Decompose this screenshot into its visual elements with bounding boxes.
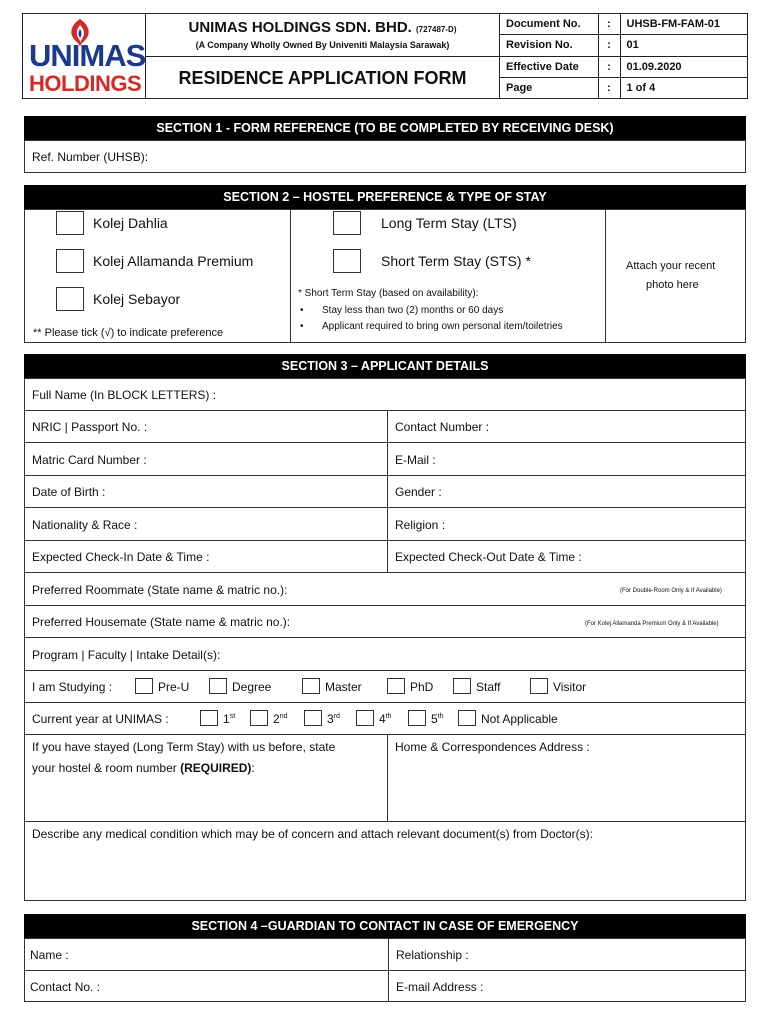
housemate-note: (For Kolej Allamanda Premium Only & If Available) (585, 621, 719, 627)
meta-label: Revision No. (500, 35, 598, 56)
label-staff: Staff (476, 680, 501, 694)
bullet-dot-icon: • (300, 305, 304, 316)
label-year-1: 1st (223, 712, 236, 726)
sts-bullet: Stay less than two (2) months or 60 days (322, 305, 504, 316)
stayed-before-field[interactable] (25, 735, 387, 821)
guardian-relationship-field[interactable]: Relationship : (396, 948, 469, 962)
date-of-birth-field[interactable]: Date of Birth : (32, 485, 106, 499)
form-header (22, 13, 748, 99)
email-field[interactable]: E-Mail : (395, 453, 436, 467)
unimas-logo (22, 13, 146, 99)
company-reg: (727487-D) (416, 25, 457, 34)
company-subtitle: (A Company Wholly Owned By Univeniti Malaysia Sarawak) (195, 40, 450, 50)
gender-field[interactable]: Gender : (395, 485, 442, 499)
logo-text-unimas: UNIMAS (29, 38, 146, 73)
checkbox-pre-u[interactable] (135, 678, 153, 694)
check-out-field[interactable]: Expected Check-Out Date & Time : (395, 550, 582, 564)
housemate-field[interactable]: Preferred Housemate (State name & matric no.): (32, 615, 291, 629)
checkbox-visitor[interactable] (530, 678, 548, 694)
studying-label: I am Studying : (32, 680, 113, 694)
title-block (146, 13, 500, 99)
checkbox-kolej-allamanda[interactable] (56, 249, 84, 273)
label-master: Master (325, 680, 362, 694)
checkbox-short-term-stay[interactable] (333, 249, 361, 273)
meta-colon: : (598, 77, 620, 98)
checkbox-year-2[interactable] (250, 710, 268, 726)
guardian-name-field[interactable]: Name : (30, 948, 69, 962)
current-year-label: Current year at UNIMAS : (32, 712, 169, 726)
full-name-field[interactable]: Full Name (In BLOCK LETTERS) : (32, 388, 217, 402)
meta-colon: : (598, 35, 620, 56)
logo-text-holdings: HOLDINGS (29, 71, 142, 96)
photo-placeholder[interactable] (606, 210, 745, 342)
meta-value: UHSB-FM-FAM-01 (620, 14, 748, 35)
medical-condition-label: Describe any medical condition which may be of concern and attach relevant document(s) from Doctor(s): (32, 827, 593, 841)
medical-condition-field[interactable] (25, 822, 745, 900)
checkbox-staff[interactable] (453, 678, 471, 694)
sts-bullet: Applicant required to bring own personal item/toiletries (322, 321, 563, 332)
stayed-before-line1: If you have stayed (Long Term Stay) with us before, state (32, 740, 336, 754)
guardian-contact-field[interactable]: Contact No. : (30, 980, 101, 994)
meta-value: 01.09.2020 (620, 56, 748, 77)
form-title: RESIDENCE APPLICATION FORM (178, 68, 467, 88)
label-pre-u: Pre-U (158, 680, 190, 694)
label-visitor: Visitor (553, 680, 587, 694)
label-year-3: 3rd (327, 712, 340, 726)
tick-note: ** Please tick (√) to indicate preference (33, 327, 224, 339)
label-degree: Degree (232, 680, 272, 694)
meta-value: 01 (620, 35, 748, 56)
label-not-applicable: Not Applicable (481, 712, 558, 726)
meta-label: Page (500, 77, 598, 98)
label-kolej-sebayor: Kolej Sebayor (93, 291, 181, 307)
nric-field[interactable]: NRIC | Passport No. : (32, 420, 148, 434)
home-address-field[interactable] (388, 735, 745, 821)
meta-value: 1 of 4 (620, 77, 748, 98)
label-phd: PhD (410, 680, 434, 694)
home-address-label: Home & Correspondences Address : (395, 740, 590, 754)
checkbox-phd[interactable] (387, 678, 405, 694)
meta-label: Document No. (500, 14, 598, 35)
meta-colon: : (598, 14, 620, 35)
label-year-2: 2nd (273, 712, 288, 726)
section2-header: SECTION 2 – HOSTEL PREFERENCE & TYPE OF STAY (24, 185, 746, 209)
contact-number-field[interactable]: Contact Number : (395, 420, 490, 434)
checkbox-kolej-dahlia[interactable] (56, 211, 84, 235)
checkbox-master[interactable] (302, 678, 320, 694)
checkbox-kolej-sebayor[interactable] (56, 287, 84, 311)
checkbox-degree[interactable] (209, 678, 227, 694)
roommate-field[interactable]: Preferred Roommate (State name & matric no.): (32, 583, 288, 597)
document-meta-table (500, 13, 748, 99)
roommate-note: (For Double-Room Only & If Available) (620, 588, 722, 594)
checkbox-year-4[interactable] (356, 710, 374, 726)
photo-text-1: Attach your recent (626, 260, 716, 272)
meta-row (500, 35, 748, 56)
meta-row (500, 14, 748, 35)
ref-number-label: Ref. Number (UHSB): (32, 150, 149, 164)
checkbox-long-term-stay[interactable] (333, 211, 361, 235)
photo-text-2: photo here (646, 279, 699, 291)
program-field[interactable]: Program | Faculty | Intake Detail(s): (32, 648, 221, 662)
meta-colon: : (598, 56, 620, 77)
stayed-before-line2: your hostel & room number (REQUIRED): (32, 761, 255, 775)
label-year-4: 4th (379, 712, 392, 726)
check-in-field[interactable]: Expected Check-In Date & Time : (32, 550, 210, 564)
meta-row (500, 56, 748, 77)
company-name: UNIMAS HOLDINGS SDN. BHD. (727487-D) (188, 19, 457, 36)
label-short-term-stay: Short Term Stay (STS) * (381, 253, 531, 269)
checkbox-not-applicable[interactable] (458, 710, 476, 726)
bullet-dot-icon: • (300, 321, 304, 332)
section1-header: SECTION 1 - FORM REFERENCE (TO BE COMPLETED BY RECEIVING DESK) (24, 116, 746, 140)
religion-field[interactable]: Religion : (395, 518, 446, 532)
nationality-race-field[interactable]: Nationality & Race : (32, 518, 138, 532)
sts-note: * Short Term Stay (based on availability): (298, 288, 479, 299)
guardian-email-field[interactable]: E-mail Address : (396, 980, 484, 994)
ref-number-field[interactable] (24, 140, 746, 173)
checkbox-year-1[interactable] (200, 710, 218, 726)
section3-header: SECTION 3 – APPLICANT DETAILS (24, 354, 746, 378)
label-long-term-stay: Long Term Stay (LTS) (381, 215, 517, 231)
label-year-5: 5th (431, 712, 444, 726)
checkbox-year-3[interactable] (304, 710, 322, 726)
label-kolej-dahlia: Kolej Dahlia (93, 215, 168, 231)
meta-label: Effective Date (500, 56, 598, 77)
section4-header: SECTION 4 –GUARDIAN TO CONTACT IN CASE OF EMERGENCY (24, 914, 746, 938)
label-kolej-allamanda: Kolej Allamanda Premium (93, 253, 254, 269)
checkbox-year-5[interactable] (408, 710, 426, 726)
matric-card-field[interactable]: Matric Card Number : (32, 453, 147, 467)
meta-row (500, 77, 748, 98)
